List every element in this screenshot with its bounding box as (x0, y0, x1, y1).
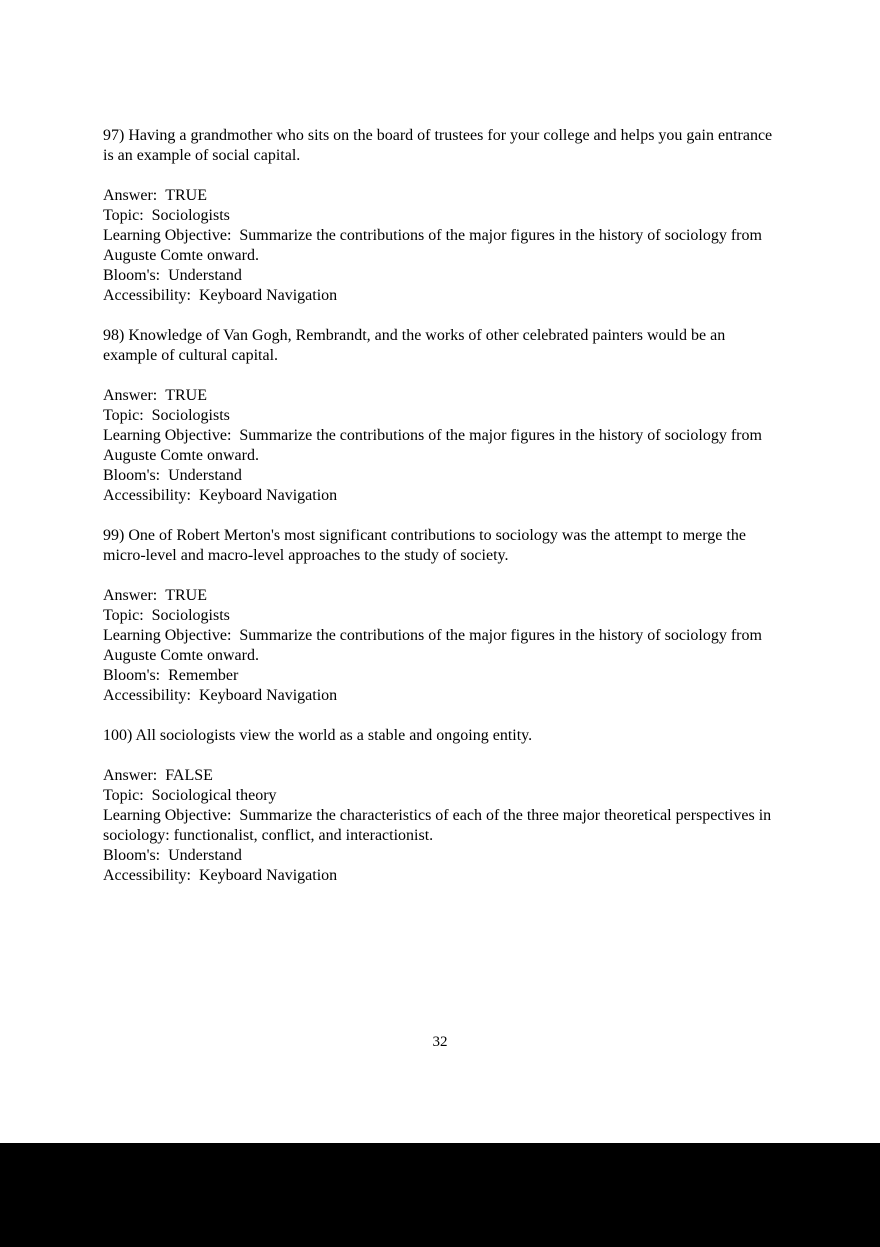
field-label: Bloom's: (103, 847, 161, 864)
topic-line (103, 206, 781, 226)
page-number: 32 (432, 1034, 448, 1050)
field-value: Keyboard Navigation (198, 487, 338, 504)
question-body: Having a grandmother who sits on the board of trustees for your college and helps you gain entrance is an example of social capital. (103, 127, 773, 164)
answer-line (103, 766, 781, 786)
field-label: Accessibility: (103, 867, 191, 884)
field-label: Learning Objective: (103, 427, 232, 444)
field-value: Understand (168, 267, 242, 284)
topic-line (103, 606, 781, 626)
learning-objective-line (103, 626, 781, 666)
field-value: Sociologists (151, 607, 230, 624)
field-label: Answer: (103, 387, 158, 404)
question-number: 99) (103, 527, 125, 544)
blooms-line (103, 846, 781, 866)
question-text (103, 526, 781, 566)
accessibility-line (103, 686, 781, 706)
field-value: TRUE (165, 187, 207, 204)
question-number: 98) (103, 327, 125, 344)
field-value: TRUE (165, 587, 207, 604)
field-value: Sociologists (151, 407, 230, 424)
field-label: Learning Objective: (103, 627, 232, 644)
blooms-line (103, 266, 781, 286)
field-label: Answer: (103, 187, 158, 204)
field-label: Topic: (103, 207, 144, 224)
blooms-line (103, 666, 781, 686)
field-label: Bloom's: (103, 267, 161, 284)
question-block-99 (103, 526, 781, 706)
field-value: Keyboard Navigation (198, 867, 338, 884)
field-label: Answer: (103, 767, 158, 784)
field-value: Summarize the characteristics of each of the three major theoretical perspectives in sociology: functionalist, conflict, and interactionist. (103, 807, 772, 844)
field-value: Summarize the contributions of the major figures in the history of sociology from Auguste Comte onward. (103, 427, 762, 464)
page-background-gap (0, 1143, 880, 1247)
document-content (103, 126, 781, 906)
field-value: Understand (168, 467, 242, 484)
question-number: 100) (103, 727, 133, 744)
question-block-100 (103, 726, 781, 886)
field-value: Summarize the contributions of the major figures in the history of sociology from Auguste Comte onward. (103, 227, 762, 264)
field-label: Topic: (103, 607, 144, 624)
field-label: Learning Objective: (103, 807, 232, 824)
blooms-line (103, 466, 781, 486)
answer-line (103, 586, 781, 606)
accessibility-line (103, 286, 781, 306)
field-label: Accessibility: (103, 687, 191, 704)
question-text (103, 326, 781, 366)
field-label: Bloom's: (103, 467, 161, 484)
answer-line (103, 186, 781, 206)
accessibility-line (103, 486, 781, 506)
learning-objective-line (103, 426, 781, 466)
accessibility-line (103, 866, 781, 886)
field-label: Accessibility: (103, 287, 191, 304)
field-label: Topic: (103, 787, 144, 804)
question-text (103, 126, 781, 166)
topic-line (103, 786, 781, 806)
field-value: Sociological theory (151, 787, 277, 804)
question-body: One of Robert Merton's most significant contributions to sociology was the attempt to merge the micro-level and macro-level approaches to the study of society. (103, 527, 746, 564)
question-text (103, 726, 781, 746)
field-label: Bloom's: (103, 667, 161, 684)
field-value: FALSE (165, 767, 213, 784)
field-value: Sociologists (151, 207, 230, 224)
field-value: TRUE (165, 387, 207, 404)
field-value: Summarize the contributions of the major figures in the history of sociology from Auguste Comte onward. (103, 627, 762, 664)
field-value: Understand (168, 847, 242, 864)
question-body: Knowledge of Van Gogh, Rembrandt, and the works of other celebrated painters would be an example of cultural capital. (103, 327, 726, 364)
question-body: All sociologists view the world as a stable and ongoing entity. (135, 727, 533, 744)
learning-objective-line (103, 226, 781, 266)
topic-line (103, 406, 781, 426)
question-block-98 (103, 326, 781, 506)
field-value: Remember (168, 667, 239, 684)
field-label: Answer: (103, 587, 158, 604)
field-label: Learning Objective: (103, 227, 232, 244)
field-value: Keyboard Navigation (198, 687, 338, 704)
field-value: Keyboard Navigation (198, 287, 338, 304)
question-block-97 (103, 126, 781, 306)
answer-line (103, 386, 781, 406)
field-label: Accessibility: (103, 487, 191, 504)
field-label: Topic: (103, 407, 144, 424)
learning-objective-line (103, 806, 781, 846)
question-number: 97) (103, 127, 125, 144)
